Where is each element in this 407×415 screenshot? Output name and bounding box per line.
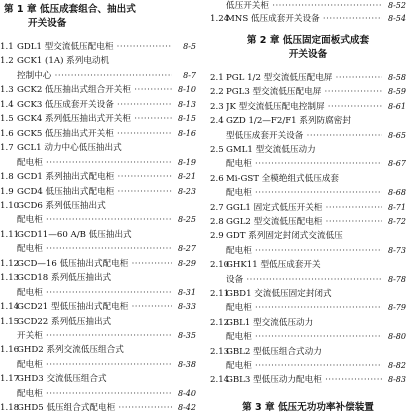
toc-entry-title: PGL 1/2 型交流低压配电屏 ····· (226, 72, 382, 84)
toc-entry-page: 8-79 (388, 303, 406, 313)
toc-entry-number: 1.9 (0, 186, 14, 197)
toc-entry-title: 配电柜 ····· (226, 245, 382, 257)
toc-entry[interactable] (210, 331, 406, 343)
toc-entry[interactable] (0, 272, 196, 284)
toc-entry[interactable] (0, 330, 196, 342)
toc-entry-number: 1.2 (0, 56, 14, 67)
toc-entry-page: 8-71 (388, 202, 406, 212)
toc-entry-number: 1.14 (0, 302, 20, 313)
toc-entry[interactable] (0, 287, 196, 299)
toc-entry[interactable] (0, 171, 196, 183)
toc-entry[interactable] (0, 229, 196, 241)
toc-entry-number: 1.17 (0, 374, 20, 385)
toc-entry-title: 配电柜 ····· (17, 243, 172, 255)
toc-entry[interactable] (210, 230, 406, 242)
toc-entry[interactable] (210, 374, 406, 386)
toc-entry-title: 控制中心 ····· (17, 70, 172, 82)
toc-entry[interactable] (210, 86, 406, 98)
toc-entry-title: GCL1 动力中心低压抽出式 (17, 143, 122, 154)
toc-entry-page: 8-27 (178, 244, 196, 254)
toc-entry-page: 8-33 (178, 302, 196, 312)
toc-entry-title: 配电柜 ····· (17, 359, 172, 371)
toc-entry-title: GHK11 型低压成套开关 (226, 260, 321, 271)
toc-entry-page: 8-65 (388, 130, 406, 140)
toc-entry-title: GHD2 系列交流低压组合式 (17, 345, 124, 356)
toc-entry-page: 8-72 (388, 217, 406, 226)
toc-entry-title: GCD6 系列低压抽出式 (17, 200, 106, 211)
toc-entry-title: GHD5 低压组合式配电柜 ····· (17, 402, 172, 414)
toc-entry-title: GGL1 固定式低压开关柜 ····· (226, 202, 382, 214)
toc-entry[interactable] (0, 301, 196, 313)
toc-entry[interactable] (0, 243, 196, 255)
toc-entry-title: 配电柜 ····· (226, 331, 382, 343)
toc-entry-number: 2.12 (210, 317, 230, 328)
toc-entry-title: GZD 1/2—F2/F1 系列防腐密封 (226, 116, 351, 127)
toc-entry[interactable] (210, 274, 406, 286)
toc-entry-page: 8-29 (178, 258, 196, 268)
chapter-1-title-line1: 第 1 章 低压成套组合、抽出式 (4, 4, 136, 15)
toc-entry-page: 8-16 (178, 128, 196, 138)
toc-entry-title: 配电柜 ····· (226, 302, 382, 314)
toc-entry-number: 2.5 (210, 145, 224, 155)
toc-entry[interactable] (210, 288, 406, 300)
toc-entry-page: 8-82 (388, 361, 406, 370)
toc-entry[interactable] (0, 200, 196, 212)
toc-entry-title: GBD1 交流低压固定封闭式 (226, 289, 332, 299)
toc-entry-title: GGL2 型交流低压配电柜 ····· (226, 216, 382, 228)
toc-entry-title: PGL3 型交流低压配电屏 ····· (226, 86, 382, 98)
toc-entry-page: 8-73 (388, 245, 406, 255)
toc-entry-page: 8-10 (178, 85, 196, 95)
toc-entry-title: 低压开关柜 ····· (226, 0, 382, 12)
toc-entry[interactable] (210, 130, 406, 142)
toc-entry-number: 1.7 (0, 143, 14, 154)
toc-entry-number: 1.24 (210, 14, 230, 24)
toc-entry-title: 型低压成套开关设备 ····· (226, 130, 382, 142)
toc-entry-number: 2.4 (210, 116, 224, 127)
toc-entry-title: 配电柜 ····· (226, 158, 382, 170)
toc-entry[interactable] (0, 128, 196, 140)
toc-entry[interactable] (210, 158, 406, 170)
toc-entry[interactable] (210, 202, 406, 214)
toc-entry-title: 配电柜 ····· (17, 388, 172, 400)
toc-entry-page: 8-15 (178, 114, 196, 124)
toc-entry-title: GCD1 系列抽出式配电柜 ····· (17, 171, 172, 183)
toc-entry[interactable] (0, 316, 196, 328)
toc-entry[interactable] (210, 245, 406, 257)
toc-entry-title: GHD3 交流低压组合式 (17, 374, 107, 385)
toc-entry[interactable] (210, 115, 406, 127)
toc-entry-number: 1.10 (0, 200, 20, 211)
toc-entry-page: 8-67 (388, 159, 406, 169)
toc-entry-number: 2.8 (210, 217, 224, 227)
toc-entry[interactable] (0, 113, 196, 125)
toc-entry[interactable] (0, 388, 196, 400)
toc-entry-number: 1.18 (0, 403, 20, 414)
toc-entry-title: GCK1 (1A) 系列电动机 (17, 56, 110, 67)
toc-entry-page: 8-21 (178, 172, 196, 182)
toc-entry-title: MNS 低压成套开关设备 ····· (226, 13, 382, 25)
toc-entry[interactable] (210, 13, 406, 25)
toc-entry[interactable] (0, 55, 196, 67)
toc-entry-page: 8-59 (388, 87, 406, 97)
toc-entry[interactable] (210, 360, 406, 372)
toc-entry-title: 配电柜 ····· (17, 287, 172, 299)
toc-entry[interactable] (0, 214, 196, 226)
toc-entry-title: GCK4 系列低压抽出式开关柜 ····· (17, 113, 172, 125)
toc-entry-number: 2.3 (210, 101, 224, 112)
toc-entry-page: 8-58 (388, 73, 406, 82)
toc-entry[interactable] (210, 173, 406, 185)
toc-entry-number: 2.9 (210, 231, 224, 242)
toc-entry-title: GCD4 低压抽出式配电柜 ····· (17, 186, 172, 198)
toc-entry-title: GDT 系列固定封闭式交流低压 (226, 231, 343, 242)
toc-entry-title: GML1 型交流低压动力 (226, 145, 316, 155)
toc-entry[interactable] (0, 142, 196, 154)
toc-entry-title: GBL1 型交流低压动力 (226, 317, 314, 328)
toc-entry-number: 2.6 (210, 173, 224, 184)
toc-entry-title: GCK3 低压成套开关设备 ····· (17, 99, 172, 111)
toc-entry-number: 1.1 (0, 42, 14, 52)
toc-entry-page: 8-40 (178, 388, 196, 398)
toc-entry[interactable] (0, 359, 196, 371)
toc-entry[interactable] (0, 157, 196, 169)
toc-entry-number: 2.14 (210, 375, 230, 386)
toc-entry-page: 8-5 (183, 42, 196, 51)
toc-entry[interactable] (0, 373, 196, 385)
toc-entry-page: 8-54 (388, 14, 406, 23)
toc-entry[interactable] (210, 346, 406, 358)
toc-entry[interactable] (210, 187, 406, 199)
toc-entry-title: 配电柜 ····· (226, 360, 382, 372)
toc-entry-number: 2.11 (210, 289, 230, 299)
toc-entry-title: GCK5 低压抽出式开关柜 ····· (17, 128, 172, 140)
toc-entry-number: 1.16 (0, 345, 20, 356)
toc-entry[interactable] (210, 101, 406, 113)
chapter-2-title-line2: 开关设备 (288, 49, 328, 60)
toc-entry[interactable] (210, 216, 406, 228)
toc-entry-title: JK 型交流低压配电控制屏 ····· (226, 101, 382, 113)
toc-entry[interactable] (210, 0, 406, 12)
toc-entry-number: 1.4 (0, 99, 14, 110)
toc-entry-number: 1.11 (0, 229, 20, 240)
toc-entry[interactable] (0, 84, 196, 96)
toc-entry-title: GCK2 低压抽出式组合开关柜 ····· (17, 84, 172, 96)
toc-entry[interactable] (0, 70, 196, 82)
toc-entry-title: 配电柜 ····· (17, 157, 172, 169)
toc-entry[interactable] (210, 144, 406, 156)
toc-entry[interactable] (0, 99, 196, 111)
toc-entry-page: 8-7 (183, 70, 196, 80)
toc-entry-page: 8-31 (178, 287, 196, 297)
toc-entry[interactable] (0, 258, 196, 270)
toc-entry-page: 8-13 (178, 99, 196, 109)
toc-entry[interactable] (0, 186, 196, 198)
toc-entry-page: 8-19 (178, 157, 196, 167)
toc-entry-page: 8-78 (388, 274, 406, 284)
toc-entry-number: 1.13 (0, 273, 20, 284)
toc-entry[interactable] (210, 259, 406, 271)
toc-entry[interactable] (210, 317, 406, 329)
chapter-2-title-line1: 第 2 章 低压固定面板式成套 (246, 35, 370, 46)
toc-entry-title: GCD11—60 A/B 低压抽出式 (17, 229, 132, 240)
toc-entry-page: 8-61 (388, 101, 406, 111)
toc-entry-number: 1.3 (0, 85, 14, 96)
toc-entry-page: 8-42 (178, 403, 196, 413)
toc-entry[interactable] (210, 72, 406, 84)
toc-entry-number: 2.1 (210, 73, 224, 83)
toc-entry-title: GBL2 型低压组合式动力 (226, 346, 322, 357)
toc-entry-number: 1.15 (0, 316, 20, 327)
toc-entry[interactable] (210, 302, 406, 314)
chapter-1-title-line2: 开关设备 (28, 18, 67, 29)
toc-entry-title: GBL3 型低压动力配电柜 ····· (226, 374, 382, 386)
toc-entry-page: 8-83 (388, 375, 406, 385)
toc-entry-number: 2.13 (210, 346, 230, 357)
toc-entry-title: 配电柜 ····· (17, 214, 172, 226)
toc-entry-number: 2.7 (210, 202, 224, 213)
toc-entry-title: Mi-GST 全模绝组式低压成套 (226, 173, 340, 184)
toc-entry-title: GCD21 型低压抽出式配电柜 ····· (17, 301, 172, 313)
toc-entry[interactable] (0, 41, 196, 53)
toc-entry-number: 1.5 (0, 114, 14, 125)
toc-entry[interactable] (0, 344, 196, 356)
toc-entry-title: GCD18 系列低压抽出式 (17, 273, 112, 284)
toc-entry-number: 1.12 (0, 258, 20, 269)
toc-entry-title: GCD—16 低压抽出式配电柜 ····· (17, 258, 172, 270)
toc-entry-page: 8-35 (178, 331, 196, 340)
toc-entry-number: 1.6 (0, 128, 14, 139)
toc-entry-page: 8-38 (178, 359, 196, 369)
chapter-3-title: 第 3 章 低压无功功率补偿装置 (242, 402, 374, 413)
toc-entry-title: GCD22 系列低压抽出式 (17, 316, 112, 327)
toc-entry-page: 8-23 (178, 186, 196, 196)
toc-entry-page: 8-52 (388, 1, 406, 10)
toc-entry-page: 8-68 (388, 188, 406, 198)
toc-entry-title: 设备 ····· (226, 274, 382, 286)
toc-entry[interactable] (0, 402, 196, 414)
toc-entry-title: 开关柜 ····· (17, 330, 172, 342)
toc-entry-page: 8-25 (178, 215, 196, 225)
toc-entry-number: 2.10 (210, 260, 230, 271)
toc-entry-page: 8-80 (388, 332, 406, 342)
toc-entry-title: 配电柜 ····· (226, 187, 382, 199)
toc-entry-number: 1.8 (0, 172, 14, 183)
toc-entry-number: 2.2 (210, 87, 224, 98)
toc-entry-title: GDL1 型交流低压配电柜 ····· (17, 41, 172, 53)
